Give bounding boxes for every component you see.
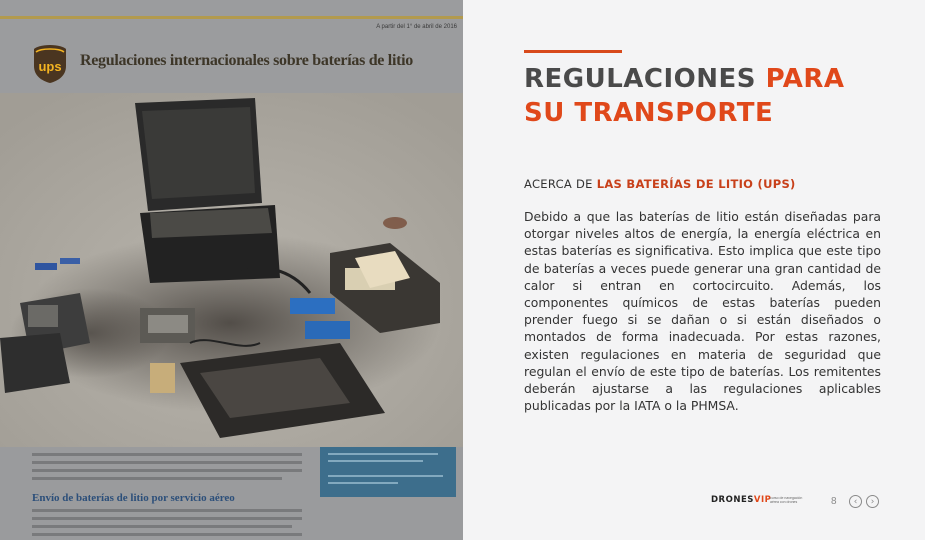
heading-accent-line bbox=[524, 50, 622, 53]
ups-logo-text: ups bbox=[38, 59, 62, 74]
chevron-left-icon: ‹ bbox=[853, 497, 858, 507]
document-rule bbox=[0, 16, 463, 19]
document-header bbox=[0, 0, 463, 93]
heading-line-2: SU TRANSPORTE bbox=[524, 98, 774, 128]
subheading-highlight: LAS BATERÍAS DE LITIO (UPS) bbox=[596, 177, 796, 191]
slide-subheading bbox=[524, 177, 796, 191]
document-date: A partir del 1° de abril de 2016 bbox=[376, 24, 457, 30]
document-section-heading: Envío de baterías de litio por servicio aéreo bbox=[32, 492, 235, 504]
brand-logo-main: DRONES bbox=[711, 495, 754, 505]
previous-slide-button[interactable] bbox=[849, 495, 862, 508]
page-number: 8 bbox=[831, 496, 837, 507]
brand-tagline: curso de navegación aérea con drones bbox=[770, 496, 803, 504]
brand-logo-accent: VIP bbox=[753, 495, 772, 505]
brand-logo bbox=[711, 495, 771, 505]
next-slide-button[interactable] bbox=[866, 495, 879, 508]
burned-battery-case-photo bbox=[0, 93, 463, 447]
document-callout-box bbox=[320, 447, 456, 497]
slide-body-text: Debido a que las baterías de litio están diseñadas para otorgar niveles altos de energía, la energía eléctrica en estas baterías es significativa. Esto implica que este tipo de baterías a veces puede generar una gran cantidad de calor si entran en cortocircuito. Además, los componentes químicos de estas baterías pueden prender fuego si se dañan o si están diseñados o montados de forma inadecuada. Por estas razones, existen regulaciones en materia de seguridad que regulan el envío de este tipo de baterías. Los remitentes deberán ajustarse a las regulaciones aplicables publicadas por la IATA o la PHMSA. bbox=[524, 209, 881, 414]
subheading-prefix: ACERCA DE bbox=[524, 177, 597, 191]
ups-logo bbox=[33, 44, 67, 84]
heading-part-gray: REGULACIONES bbox=[524, 64, 766, 94]
document-title: Regulaciones internacionales sobre baterías de litio bbox=[80, 52, 413, 69]
chevron-right-icon: › bbox=[870, 497, 875, 507]
slide-heading bbox=[524, 62, 845, 130]
heading-part-orange: PARA bbox=[765, 64, 845, 94]
